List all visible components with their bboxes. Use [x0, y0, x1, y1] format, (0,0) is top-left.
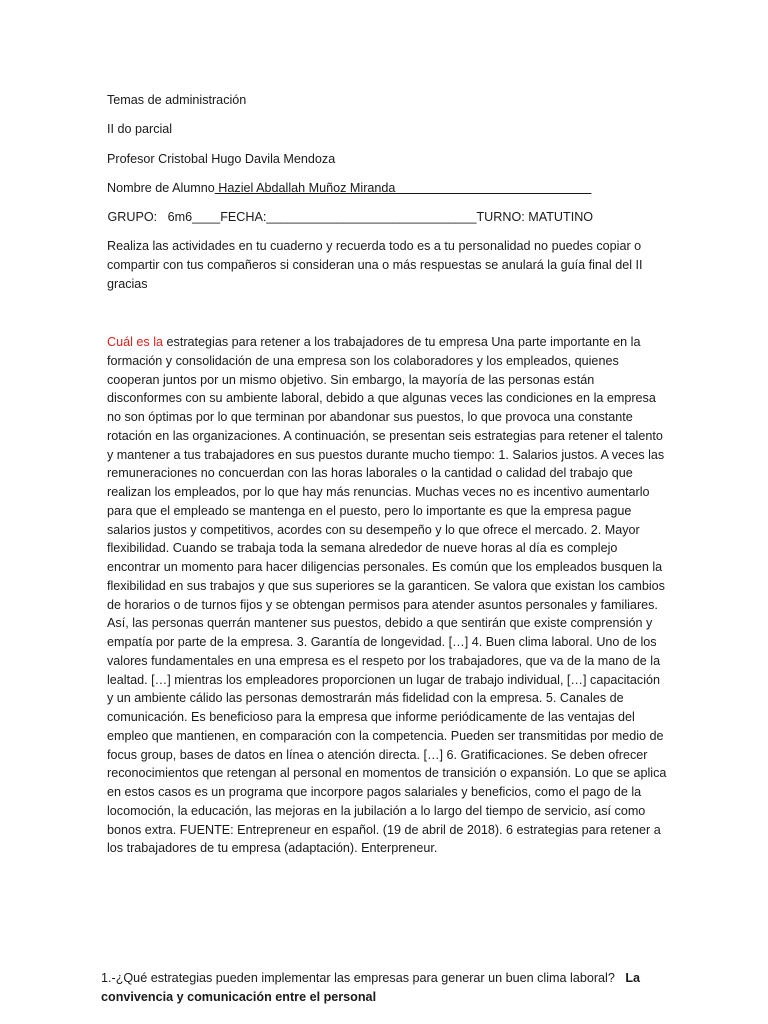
student-label: Nombre de Alumno	[107, 181, 215, 195]
question-1-answer: La convivencia y comunicación entre el personal	[101, 971, 641, 1004]
question-1-prompt: 1.-¿Qué estrategias pueden implementar las empresas para generar un buen clima laboral?	[101, 971, 626, 985]
instructions-paragraph: Realiza las actividades en tu cuaderno y recuerda todo es a tu personalidad no puedes copiar o compartir con tus compañeros si consideran una o más respuestas se anulará la guía final del II gracias	[107, 239, 643, 291]
subject-line: Temas de administración	[107, 93, 247, 107]
article-highlight: Cuál es la	[107, 335, 164, 349]
article-paragraph	[107, 333, 667, 858]
student-line	[107, 180, 591, 196]
term-line: II do parcial	[107, 122, 173, 136]
question-1	[101, 969, 661, 1007]
student-name: Haziel Abdallah Muñoz Miranda	[214, 181, 592, 195]
group-line: GRUPO: 6m6____FECHA:______________________________TURNO: MATUTINO	[104, 210, 594, 224]
article-text: estrategias para retener a los trabajadores de tu empresa Una parte importante en la formación y consolidación de una empresa son los colaboradores y los empleados, quienes cooperan juntos por un mismo objetivo. Sin embargo, la mayoría de las personas están disconformes con su ambiente laboral, debido a que algunas veces las condiciones en la empresa no son óptimas por lo que terminan por abandonar sus puestos, lo que provoca una constante rotación en las organizaciones. A continuación, se presentan seis estrategias para retener el talento y mantener a tus trabajadores en sus puestos durante mucho tiempo: 1. Salarios justos. A veces las remuneraciones no concuerdan con las horas laborales o la cantidad o calidad del trabajo que realizan los empleados, por lo que hay más renuncias. Muchas veces no es incentivo aumentarlo para que el empleado se mantenga en el puesto, pero lo importante es que la empresa pague salarios justos y competitivos, acordes con su desempeño y lo que ofrece el mercado. 2. Mayor flexibilidad. Cuando se trabaja toda la semana alrededor de nueve horas al día es complejo encontrar un momento para hacer diligencias personales. Es común que los empleados busquen la flexibilidad en sus trabajos y que sus superiores se la garanticen. Se valora que existan los cambios de horarios o de turnos fijos y se obtengan permisos para atender asuntos personales y familiares. Así, las personas querrán mantener sus puestos, debido a que sentirán que existe comprensión y empatía por parte de la empresa. 3. Garantía de longevidad. […] 4. Buen clima laboral. Uno de los valores fundamentales en una empresa es el respeto por los trabajadores, que va de la mano de la lealtad. […] mientras los empleadores proporcionen un lugar de trabajo individual, […] capacitación y un ambiente cálido las personas demostrarán más fidelidad con la empresa. 5. Canales de comunicación. Es beneficioso para la empresa que informe periódicamente de las ventajas del empleo que mantienen, en comparación con la competencia. Pueden ser transmitidas por medio de focus group, bases de datos en línea o atención directa. […] 6. Gratificaciones. Se deben ofrecer reconocimientos que retengan al personal en momentos de transición o expansión. Lo que se aplica en estos casos es un programa que incorpore pagos salariales y beneficios, como el pago de la locomoción, la educación, las mejoras en la jubilación a lo largo del tiempo de servicio, así como bonos extra. FUENTE: Entrepreneur en español. (19 de abril de 2018). 6 estrategias para retener a los trabajadores de tu empresa (adaptación). Enterpreneur.	[107, 335, 667, 856]
professor-line: Profesor Cristobal Hugo Davila Mendoza	[107, 152, 336, 166]
